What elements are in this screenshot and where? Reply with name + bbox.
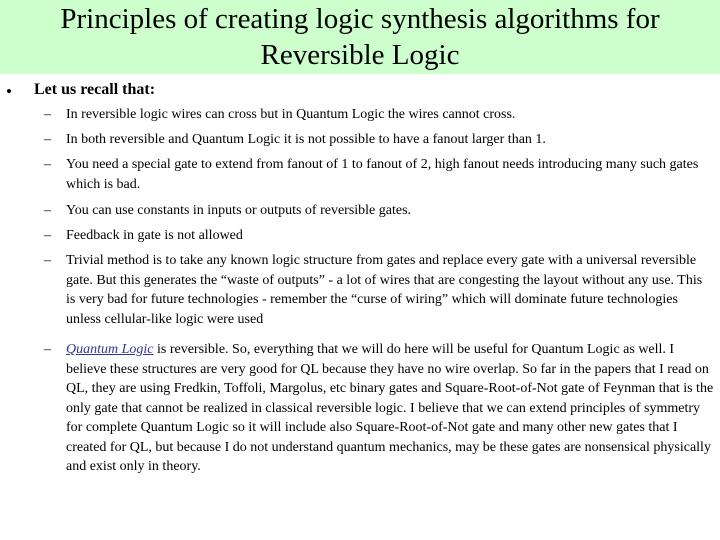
sub-item-trivial-method bbox=[44, 251, 714, 329]
dash-icon: – bbox=[44, 203, 51, 218]
quantum-logic-link[interactable]: Quantum Logic bbox=[66, 342, 154, 357]
dash-icon: – bbox=[44, 132, 51, 147]
sub-item-feedback bbox=[44, 226, 714, 246]
sub-item-text: In reversible logic wires can cross but in Quantum Logic the wires cannot cross. bbox=[66, 107, 516, 122]
sub-item-wires-cross bbox=[44, 105, 714, 125]
main-bullet-text: Let us recall that: bbox=[34, 81, 156, 98]
dash-icon: – bbox=[44, 253, 51, 268]
sub-item-text: You need a special gate to extend from fanout of 1 to fanout of 2, high fanout needs introducing many such gates which is bad. bbox=[66, 157, 699, 192]
slide-title bbox=[0, 1, 720, 73]
dash-icon: – bbox=[44, 342, 51, 357]
sub-item-text: Trivial method is to take any known logic structure from gates and replace every gate with a universal reversible gate. But this generates the “waste of outputs” - a lot of wires that are congesting the layout without any use. This is very bad for future technologies - remember the “curse of wiring” which will dominate future technologies unless cellular-like logic were used bbox=[66, 253, 703, 327]
quantum-logic-text: is reversible. So, everything that we will do here will be useful for Quantum Logic as well. I believe these structures are very good for QL because they have no wire overlap. So far in the papers that I read on QL, they are using Fredkin, Toffoli, Margolus, etc binary gates and Square-Root-of-Not gate of Feynman that is the only gate that cannot be realized in classical reversible logic. I believe that we can extend principles of symmetry for complete Quantum Logic so it will include also Square-Root-of-Not gate and many other new gates that I created for QL, but because I do not understand quantum mechanics, may be these gates are nonsensical physically and exist only in theory. bbox=[66, 342, 714, 474]
main-bullet-icon: • bbox=[6, 82, 12, 101]
sub-item-quantum-logic bbox=[44, 340, 714, 477]
dash-icon: – bbox=[44, 107, 51, 122]
dash-icon: – bbox=[44, 228, 51, 243]
sub-item-text bbox=[66, 340, 714, 477]
sub-item-text: Feedback in gate is not allowed bbox=[66, 228, 243, 243]
dash-icon: – bbox=[44, 157, 51, 172]
sub-item-text: You can use constants in inputs or outputs of reversible gates. bbox=[66, 203, 412, 218]
title-line-1: Principles of creating logic synthesis algorithms for bbox=[60, 3, 660, 35]
sub-item-fanout bbox=[44, 130, 714, 150]
sub-item-constants bbox=[44, 201, 714, 221]
title-line-2: Reversible Logic bbox=[260, 39, 460, 71]
sub-item-text: In both reversible and Quantum Logic it is not possible to have a fanout larger than 1. bbox=[66, 132, 546, 147]
sub-item-special-gate bbox=[44, 155, 714, 194]
